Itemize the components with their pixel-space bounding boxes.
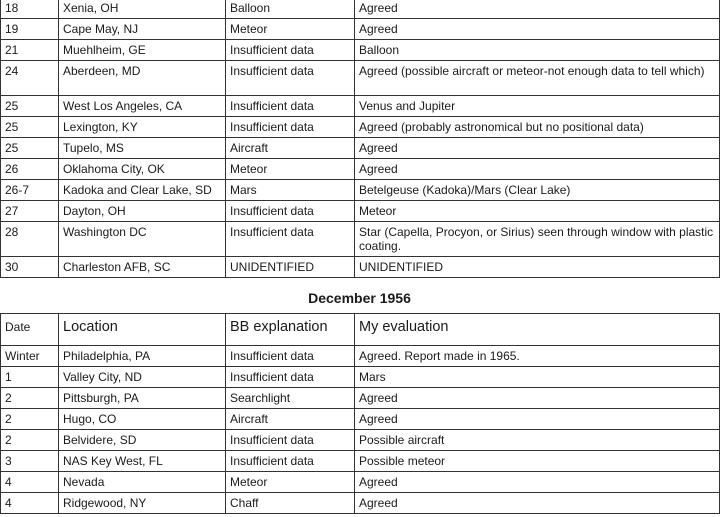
location-cell: Tupelo, MS <box>59 138 226 159</box>
date-cell: 30 <box>1 257 59 278</box>
evaluation-cell: Venus and Jupiter <box>355 96 720 117</box>
bb-explanation-cell: Insufficient data <box>226 430 355 451</box>
date-cell: 25 <box>1 96 59 117</box>
evaluation-cell: Possible aircraft <box>355 430 720 451</box>
evaluation-cell: Agreed <box>355 138 720 159</box>
table-row <box>1 451 720 472</box>
table-row <box>1 346 720 367</box>
date-cell: 3 <box>1 451 59 472</box>
date-cell: 19 <box>1 19 59 40</box>
bb-explanation-cell: Meteor <box>226 19 355 40</box>
date-cell: 21 <box>1 40 59 61</box>
location-cell: Kadoka and Clear Lake, SD <box>59 180 226 201</box>
bb-explanation-cell: Insufficient data <box>226 96 355 117</box>
evaluation-cell: Agreed <box>355 388 720 409</box>
table-row <box>1 367 720 388</box>
bb-explanation-cell: Insufficient data <box>226 61 355 96</box>
bb-explanation-cell: Insufficient data <box>226 117 355 138</box>
bb-explanation-cell: Insufficient data <box>226 201 355 222</box>
date-cell: 24 <box>1 61 59 96</box>
column-header-date: Date <box>1 314 59 346</box>
bb-explanation-cell: Insufficient data <box>226 222 355 257</box>
table-row <box>1 96 720 117</box>
bb-explanation-cell: Mars <box>226 180 355 201</box>
location-cell: Valley City, ND <box>59 367 226 388</box>
table-row <box>1 117 720 138</box>
evaluation-cell: Agreed (probably astronomical but no positional data) <box>355 117 720 138</box>
table-row <box>1 257 720 278</box>
location-cell: Nevada <box>59 472 226 493</box>
date-cell: 1 <box>1 367 59 388</box>
column-header-evaluation: My evaluation <box>355 314 720 346</box>
table-row <box>1 40 720 61</box>
location-cell: Philadelphia, PA <box>59 346 226 367</box>
location-cell: West Los Angeles, CA <box>59 96 226 117</box>
location-cell: Xenia, OH <box>59 0 226 19</box>
evaluation-cell: Agreed <box>355 159 720 180</box>
date-cell: 28 <box>1 222 59 257</box>
evaluation-cell: Agreed (possible aircraft or meteor-not enough data to tell which) <box>355 61 720 96</box>
table-row <box>1 19 720 40</box>
location-cell: Washington DC <box>59 222 226 257</box>
bb-explanation-cell: UNIDENTIFIED <box>226 257 355 278</box>
table-row <box>1 472 720 493</box>
location-cell: Ridgewood, NY <box>59 493 226 514</box>
table-header-row <box>1 314 720 346</box>
bb-explanation-cell: Insufficient data <box>226 40 355 61</box>
table-row <box>1 222 720 257</box>
evaluation-cell: Agreed <box>355 19 720 40</box>
evaluation-cell: Agreed <box>355 472 720 493</box>
location-cell: Oklahoma City, OK <box>59 159 226 180</box>
table-row <box>1 180 720 201</box>
bb-explanation-cell: Insufficient data <box>226 367 355 388</box>
table-row <box>1 138 720 159</box>
evaluation-cell: Agreed <box>355 493 720 514</box>
location-cell: Aberdeen, MD <box>59 61 226 96</box>
evaluation-cell: Agreed. Report made in 1965. <box>355 346 720 367</box>
date-cell: 2 <box>1 388 59 409</box>
bb-explanation-cell: Meteor <box>226 159 355 180</box>
bb-explanation-cell: Chaff <box>226 493 355 514</box>
date-cell: 25 <box>1 117 59 138</box>
december-sightings-table <box>0 313 720 514</box>
bb-explanation-cell: Aircraft <box>226 138 355 159</box>
column-header-bb-explanation: BB explanation <box>226 314 355 346</box>
location-cell: NAS Key West, FL <box>59 451 226 472</box>
column-header-location: Location <box>59 314 226 346</box>
date-cell: 2 <box>1 430 59 451</box>
bb-explanation-cell: Meteor <box>226 472 355 493</box>
location-cell: Hugo, CO <box>59 409 226 430</box>
location-cell: Belvidere, SD <box>59 430 226 451</box>
date-cell: 25 <box>1 138 59 159</box>
date-cell: 4 <box>1 493 59 514</box>
location-cell: Pittsburgh, PA <box>59 388 226 409</box>
table-row <box>1 493 720 514</box>
table-row <box>1 159 720 180</box>
evaluation-cell: Balloon <box>355 40 720 61</box>
date-cell: 26 <box>1 159 59 180</box>
evaluation-cell: Meteor <box>355 201 720 222</box>
table-row <box>1 388 720 409</box>
evaluation-cell: UNIDENTIFIED <box>355 257 720 278</box>
date-cell: 2 <box>1 409 59 430</box>
bb-explanation-cell: Searchlight <box>226 388 355 409</box>
bb-explanation-cell: Insufficient data <box>226 451 355 472</box>
table-row <box>1 430 720 451</box>
location-cell: Muehlheim, GE <box>59 40 226 61</box>
bb-explanation-cell: Aircraft <box>226 409 355 430</box>
date-cell: 26-7 <box>1 180 59 201</box>
location-cell: Lexington, KY <box>59 117 226 138</box>
bb-explanation-cell: Balloon <box>226 0 355 19</box>
evaluation-cell: Agreed <box>355 0 720 19</box>
location-cell: Dayton, OH <box>59 201 226 222</box>
table-row <box>1 409 720 430</box>
date-cell: Winter <box>1 346 59 367</box>
bb-explanation-cell: Insufficient data <box>226 346 355 367</box>
evaluation-cell: Betelgeuse (Kadoka)/Mars (Clear Lake) <box>355 180 720 201</box>
location-cell: Cape May, NJ <box>59 19 226 40</box>
table-row <box>1 201 720 222</box>
date-cell: 4 <box>1 472 59 493</box>
date-cell: 18 <box>1 0 59 19</box>
table-row <box>1 61 720 96</box>
evaluation-cell: Star (Capella, Procyon, or Sirius) seen through window with plastic coating. <box>355 222 720 257</box>
evaluation-cell: Mars <box>355 367 720 388</box>
location-cell: Charleston AFB, SC <box>59 257 226 278</box>
evaluation-cell: Possible meteor <box>355 451 720 472</box>
table-row <box>1 0 720 19</box>
date-cell: 27 <box>1 201 59 222</box>
section-title: December 1956 <box>308 290 411 306</box>
evaluation-cell: Agreed <box>355 409 720 430</box>
